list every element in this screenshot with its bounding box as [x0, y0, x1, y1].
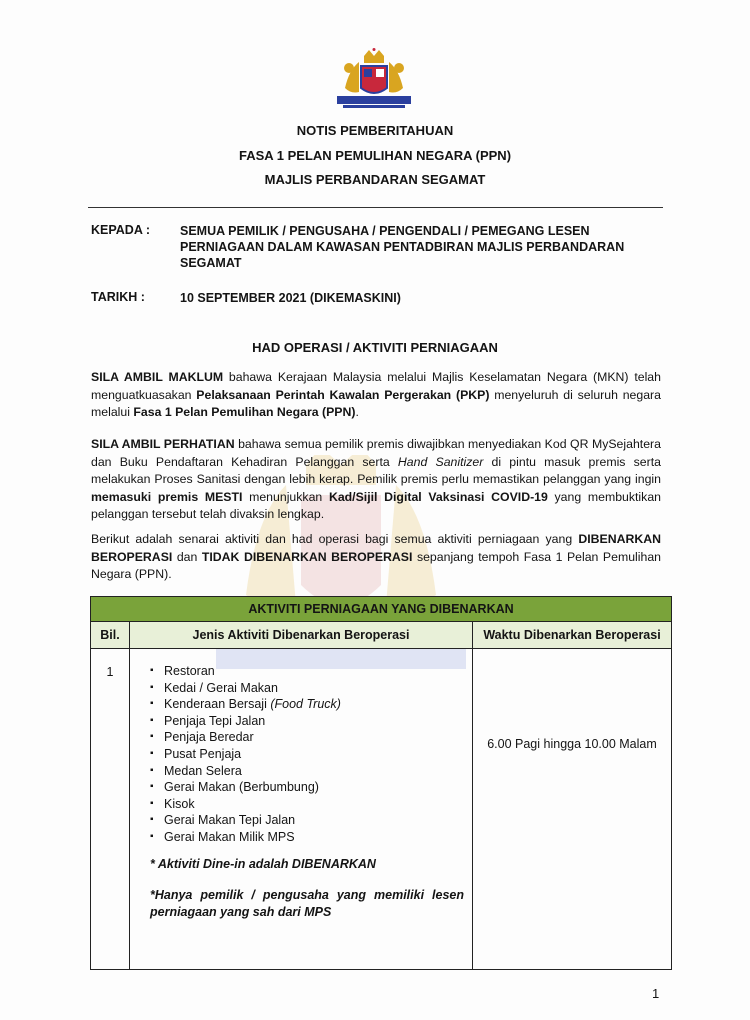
section-title: HAD OPERASI / AKTIVITI PERNIAGAAN	[252, 340, 498, 355]
list-item: ▪ Gerai Makan Milik MPS	[164, 829, 464, 846]
activity-list	[150, 663, 464, 846]
notice-title: NOTIS PEMBERITAHUAN	[296, 123, 454, 138]
state-crest-logo	[333, 48, 415, 114]
notice-council-name: MAJLIS PERBANDARAN SEGAMAT	[264, 172, 486, 187]
list-item: ▪ Kedai / Gerai Makan	[164, 680, 464, 697]
tarikh-label: TARIKH :	[91, 290, 145, 304]
list-item: ▪ Gerai Makan (Berbumbung)	[164, 779, 464, 796]
list-item: ▪ Kenderaan Bersaji (Food Truck)	[164, 696, 464, 713]
kepada-label: KEPADA :	[91, 223, 151, 237]
dine-in-note: * Aktiviti Dine-in adalah DIBENARKAN	[150, 856, 376, 871]
paragraph-senarai: Berikut adalah senarai aktiviti dan had operasi bagi semua aktiviti perniagaan yang DIBENARKAN BEROPERASI dan TIDAK DIBENARKAN BEROPERASI sepanjang tempoh Fasa 1 Pelan Pemulihan Negara (PPN).	[91, 532, 662, 581]
row-number: 1	[91, 649, 130, 970]
list-item: ▪ Penjaja Tepi Jalan	[164, 713, 464, 730]
activity-list-cell	[130, 649, 473, 970]
list-item: ▪ Penjaja Beredar	[164, 729, 464, 746]
list-item: ▪ Gerai Makan Tepi Jalan	[164, 812, 464, 829]
operating-hours: 6.00 Pagi hingga 10.00 Malam	[473, 649, 672, 970]
list-item: ▪ Pusat Penjaja	[164, 746, 464, 763]
table-banner: AKTIVITI PERNIAGAAN YANG DIBENARKAN	[91, 597, 672, 622]
table-row	[91, 649, 672, 970]
col-header-waktu: Waktu Dibenarkan Beroperasi	[473, 622, 672, 649]
notice-subtitle-ppn: FASA 1 PELAN PEMULIHAN NEGARA (PPN)	[238, 148, 512, 163]
list-item: ▪ Kisok	[164, 796, 464, 813]
list-item: ▪ Medan Selera	[164, 763, 464, 780]
page-number: 1	[652, 986, 660, 1001]
paragraph-perhatian: SILA AMBIL PERHATIAN bahawa semua pemilik premis diwajibkan menyediakan Kod QR MySejahtera dan Buku Pendaftaran Kehadiran Pelanggan serta Hand Sanitizer di pintu masuk premis serta melakukan Proses Sanitasi dengan lebih kerap. Pemilik premis perlu memastikan pelanggan yang ingin memasuki premis MESTI menunjukkan Kad/Sijil Digital Vaksinasi COVID-19 yang membuktikan pelanggan tersebut telah divaksin lengkap.	[91, 437, 661, 521]
license-note: *Hanya pemilik / pengusaha yang memiliki lesen perniagaan yang sah dari MPS	[150, 887, 464, 919]
paragraph-maklum: SILA AMBIL MAKLUM bahawa Kerajaan Malaysia melalui Majlis Keselamatan Negara (MKN) telah menguatkuasakan Pelaksanaan Perintah Kawalan Pergerakan (PKP) menyeluruh di seluruh negara melalui Fasa 1 Pelan Pemulihan Negara (PPN).	[91, 370, 661, 419]
permitted-activities-table	[90, 596, 672, 970]
kepada-value: SEMUA PEMILIK / PENGUSAHA / PENGENDALI / PEMEGANG LESEN PERNIAGAAN DALAM KAWASAN PENTADBIRAN MAJLIS PERBANDARAN SEGAMAT	[180, 224, 625, 270]
list-item: ▪ Restoran	[164, 663, 464, 680]
col-header-bil: Bil.	[91, 622, 130, 649]
tarikh-value: 10 SEPTEMBER 2021 (DIKEMASKINI)	[180, 291, 401, 305]
header-divider	[88, 207, 663, 208]
col-header-jenis: Jenis Aktiviti Dibenarkan Beroperasi	[130, 622, 473, 649]
